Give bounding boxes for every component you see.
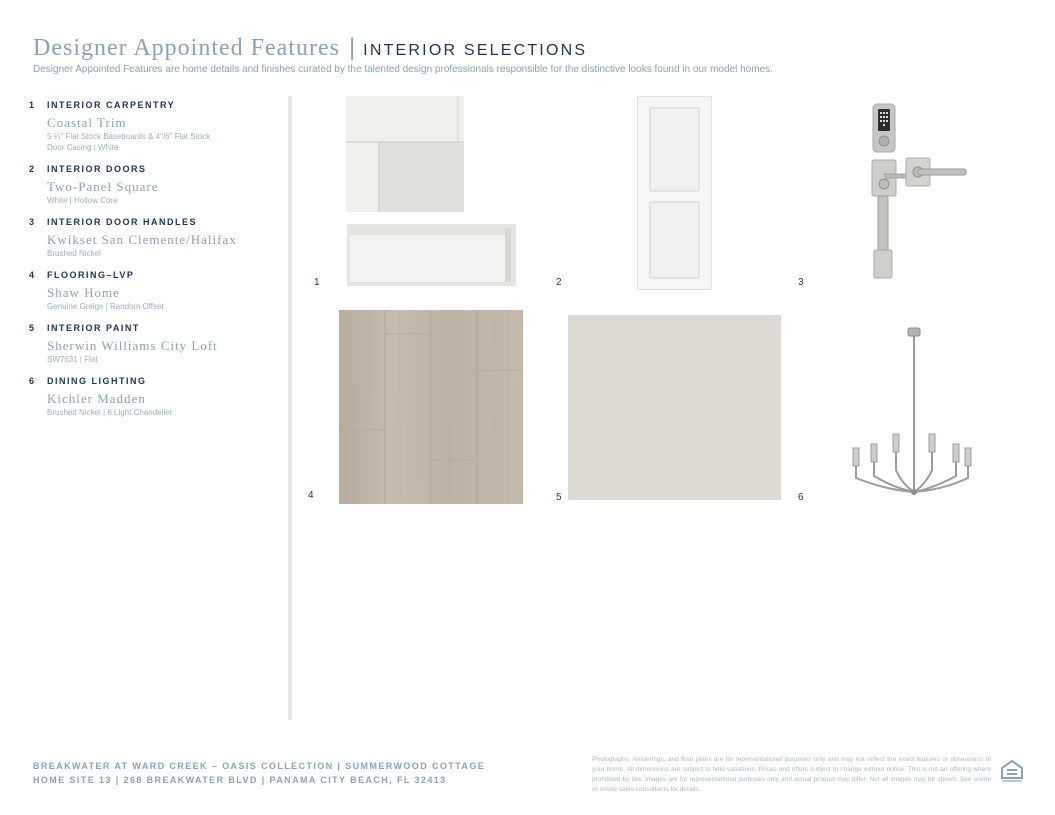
selection-name: Shaw Home: [47, 285, 120, 300]
page-header: [33, 34, 1013, 75]
selection-category: INTERIOR PAINT: [47, 323, 140, 333]
selection-category: INTERIOR CARPENTRY: [47, 100, 176, 110]
column-divider: [288, 96, 292, 720]
chandelier-image: [846, 326, 976, 498]
selection-name: Kichler Madden: [47, 391, 146, 406]
two-panel-door-image: [637, 96, 712, 290]
selection-category: INTERIOR DOORS: [47, 164, 147, 174]
selection-detail: White | Hollow Core: [47, 196, 118, 205]
selection-name: Kwikset San Clemente/Halifax: [47, 232, 237, 247]
image-number: 3: [798, 277, 804, 288]
title-row: [33, 34, 1013, 62]
selection-list: [29, 98, 284, 427]
baseboard-image: [347, 224, 516, 286]
selection-item: [29, 374, 284, 418]
image-number: 6: [798, 492, 804, 503]
selection-detail: SW7631 | Flat: [47, 355, 98, 364]
selection-number: 3: [29, 217, 35, 227]
selection-number: 6: [29, 376, 35, 386]
selection-item: [29, 215, 284, 259]
paint-color-swatch: [568, 315, 781, 500]
image-number: 2: [556, 277, 562, 288]
page-title: Designer Appointed Features: [33, 35, 340, 61]
equal-housing-opportunity-icon: [999, 757, 1025, 783]
selection-number: 2: [29, 164, 35, 174]
selection-detail: 5 ¼" Flat Stock Baseboards & 4"/6" Flat Stock: [47, 132, 211, 141]
footer-line-1: BREAKWATER AT WARD CREEK – OASIS COLLECTION | SUMMERWOOD COTTAGE: [33, 761, 486, 771]
selection-detail: Brushed Nickel | 6 Light Chandelier: [47, 408, 173, 417]
selection-detail: Brushed Nickel: [47, 249, 101, 258]
image-number: 1: [314, 277, 320, 288]
selection-category: DINING LIGHTING: [47, 376, 147, 386]
page-subtitle: Designer Appointed Features are home details and finishes curated by the talented design professionals responsible for the distinctive looks found in our model homes.: [33, 64, 773, 75]
selection-name: Sherwin Williams City Loft: [47, 338, 218, 353]
selection-detail: Genuine Greige | Random Offset: [47, 302, 164, 311]
selection-number: 4: [29, 270, 35, 280]
disclaimer-text: Photographs, renderings, and floor plans are for representational purposes only and may not reflect the exact features or dimensions of your home. All dimensions are subject to field variations. Prices and offers subject to change without notice. This is not an offering where prohibited by law. Images are for representational purposes only and actual product may differ. Not all images may be shown. See online or onsite sales consultants for details.: [592, 756, 991, 793]
image-number: 4: [308, 490, 314, 501]
image-number: 5: [556, 492, 562, 503]
selection-detail: Door Casing | White: [47, 143, 119, 152]
trim-corner-image: [346, 96, 464, 212]
selection-category: INTERIOR DOOR HANDLES: [47, 217, 198, 227]
selection-item: [29, 98, 284, 153]
community-info: [33, 759, 485, 787]
title-separator: |: [348, 34, 356, 61]
footer-line-2: HOME SITE 13 | 268 BREAKWATER BLVD | PANAMA CITY BEACH, FL 32413: [33, 775, 447, 785]
selection-number: 1: [29, 100, 35, 110]
selection-name: Two-Panel Square: [47, 179, 159, 194]
section-title: INTERIOR SELECTIONS: [363, 42, 588, 59]
flooring-swatch: [339, 310, 523, 504]
door-handle-image: [864, 100, 970, 282]
selection-item: [29, 162, 284, 206]
selection-item: [29, 321, 284, 365]
selection-category: FLOORING–LVP: [47, 270, 135, 280]
selection-item: [29, 268, 284, 312]
selection-name: Coastal Trim: [47, 115, 127, 130]
selection-number: 5: [29, 323, 35, 333]
